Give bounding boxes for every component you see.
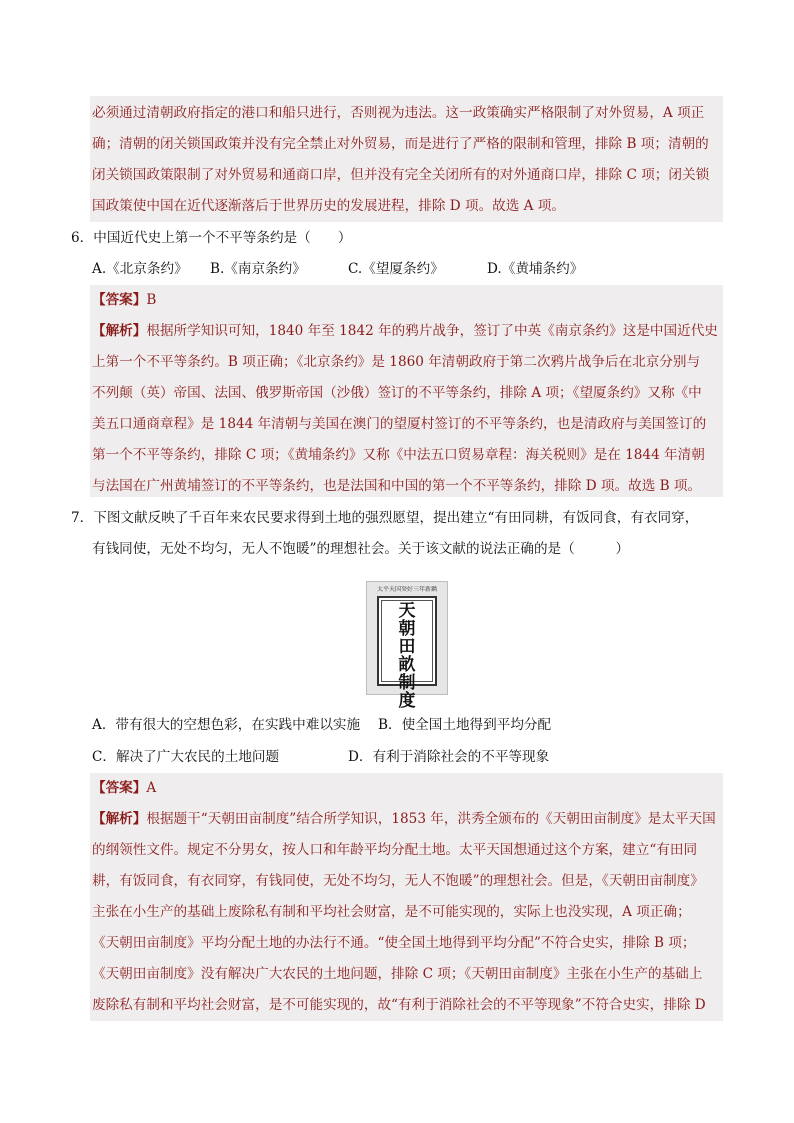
- q7-analysis-line: 《天朝田亩制度》平均分配土地的办法行不通。“使全国土地得到平均分配”不符合史实，排除 B 项；: [92, 935, 696, 951]
- q7-analysis-line: 的纲领性文件。规定不分男女，按人口和年龄平均分配土地。太平天国想通过这个方案，建立“有田同: [92, 842, 698, 858]
- answer-value: B: [146, 292, 157, 308]
- q6-option-a: A.《北京条约》: [92, 261, 188, 277]
- tianchao-tianmu-zhidu-image: [366, 581, 448, 711]
- book-header-text: 太平天国癸好三年新鐫: [376, 586, 437, 593]
- q6-option-d: D.《黄埔条约》: [487, 261, 584, 277]
- question-6-stem: 6．中国近代史上第一个不平等条约是（ ）: [71, 230, 352, 246]
- q6-option-b: B.《南京条约》: [210, 261, 306, 277]
- q6-analysis-line: 美五口通商章程》是 1844 年清朝与美国在澳门的望厦村签订的不平等条约，也是清政府与美国签订的: [92, 416, 707, 432]
- analysis-tag: 【解析】: [92, 323, 147, 339]
- q6-analysis-line: 与法国在广州黄埔签订的不平等条约，也是法国和中国的第一个不平等条约，排除 D 项。故选 B 项。: [92, 478, 702, 494]
- q6-analysis-line: 不列颠（英）帝国、法国、俄罗斯帝国（沙俄）签订的不平等条约，排除 A 项；《望厦条约》又称《中: [92, 385, 702, 401]
- q7-analysis-line: 耕，有饭同食，有衣同穿，有钱同使，无处不均匀，无人不饱暖”的理想社会。但是，《天朝田亩制度》: [92, 873, 704, 889]
- q7-analysis-line: 废除私有制和平均社会财富，是不可能实现的，故“有利于消除社会的不平等现象”不符合史实，排除 D: [92, 997, 706, 1013]
- q7-analysis-line: 《天朝田亩制度》没有解决广大农民的土地问题，排除 C 项；《天朝田亩制度》主张在小生产的基础上: [92, 966, 703, 982]
- q7-answer: [92, 780, 156, 796]
- q6-analysis-line: 上第一个不平等条约。B 项正确；《北京条约》是 1860 年清朝政府于第二次鸦片战争后在北京分别与: [92, 354, 701, 370]
- q6-option-c: C.《望厦条约》: [348, 261, 444, 277]
- book-title: 天 朝 田 畝 制 度: [398, 601, 416, 711]
- question-7-stem: 有钱同使，无处不均匀，无人不饱暖”的理想社会。关于该文献的说法正确的是（ ）: [92, 541, 630, 557]
- book-title-frame: [377, 596, 437, 711]
- q6-analysis-line: [92, 323, 718, 339]
- answer-value: A: [146, 780, 157, 796]
- explanation-line: 闭关锁国政策限制了对外贸易和通商口岸，但并没有完全关闭所有的对外通商口岸，排除 C 项；闭关锁: [92, 167, 710, 183]
- answer-tag: 【答案】: [92, 292, 147, 308]
- answer-tag: 【答案】: [92, 780, 147, 796]
- q7-option-b: B．使全国土地得到平均分配: [378, 717, 552, 733]
- q7-option-a: A．带有很大的空想色彩，在实践中难以实施: [92, 717, 361, 733]
- q7-analysis-line: [92, 811, 716, 827]
- analysis-tag: 【解析】: [92, 811, 147, 827]
- q7-option-c: C．解决了广大农民的土地问题: [92, 749, 280, 765]
- analysis-text: 根据题干“天朝田亩制度”结合所学知识，1853 年，洪秀全颁布的《天朝田亩制度》是太平天国: [146, 811, 716, 827]
- explanation-line: 确；清朝的闭关锁国政策并没有完全禁止对外贸易，而是进行了严格的限制和管理，排除 B 项；清朝的: [92, 136, 709, 152]
- q6-answer: [92, 292, 156, 308]
- q7-option-d: D．有利于消除社会的不平等现象: [348, 749, 550, 765]
- q7-analysis-line: 主张在小生产的基础上废除私有制和平均社会财富，是不可能实现的，实际上也没实现，A 项正确；: [92, 904, 691, 920]
- explanation-line: 必须通过清朝政府指定的港口和船只进行，否则视为违法。这一政策确实严格限制了对外贸易，A 项正: [92, 105, 705, 121]
- explanation-line: 国政策使中国在近代逐渐落后于世界历史的发展进程，排除 D 项。故选 A 项。: [92, 198, 565, 214]
- question-7-stem: 7．下图文献反映了千百年来农民要求得到土地的强烈愿望，提出建立“有田同耕，有饭同食，有衣同穿，: [71, 510, 699, 526]
- q6-analysis-line: 第一个不平等条约，排除 C 项；《黄埔条约》又称《中法五口贸易章程：海关税则》是在 1844 年清朝: [92, 447, 705, 463]
- analysis-text: 根据所学知识可知，1840 年至 1842 年的鸦片战争，签订了中英《南京条约》这是中国近代史: [146, 323, 718, 339]
